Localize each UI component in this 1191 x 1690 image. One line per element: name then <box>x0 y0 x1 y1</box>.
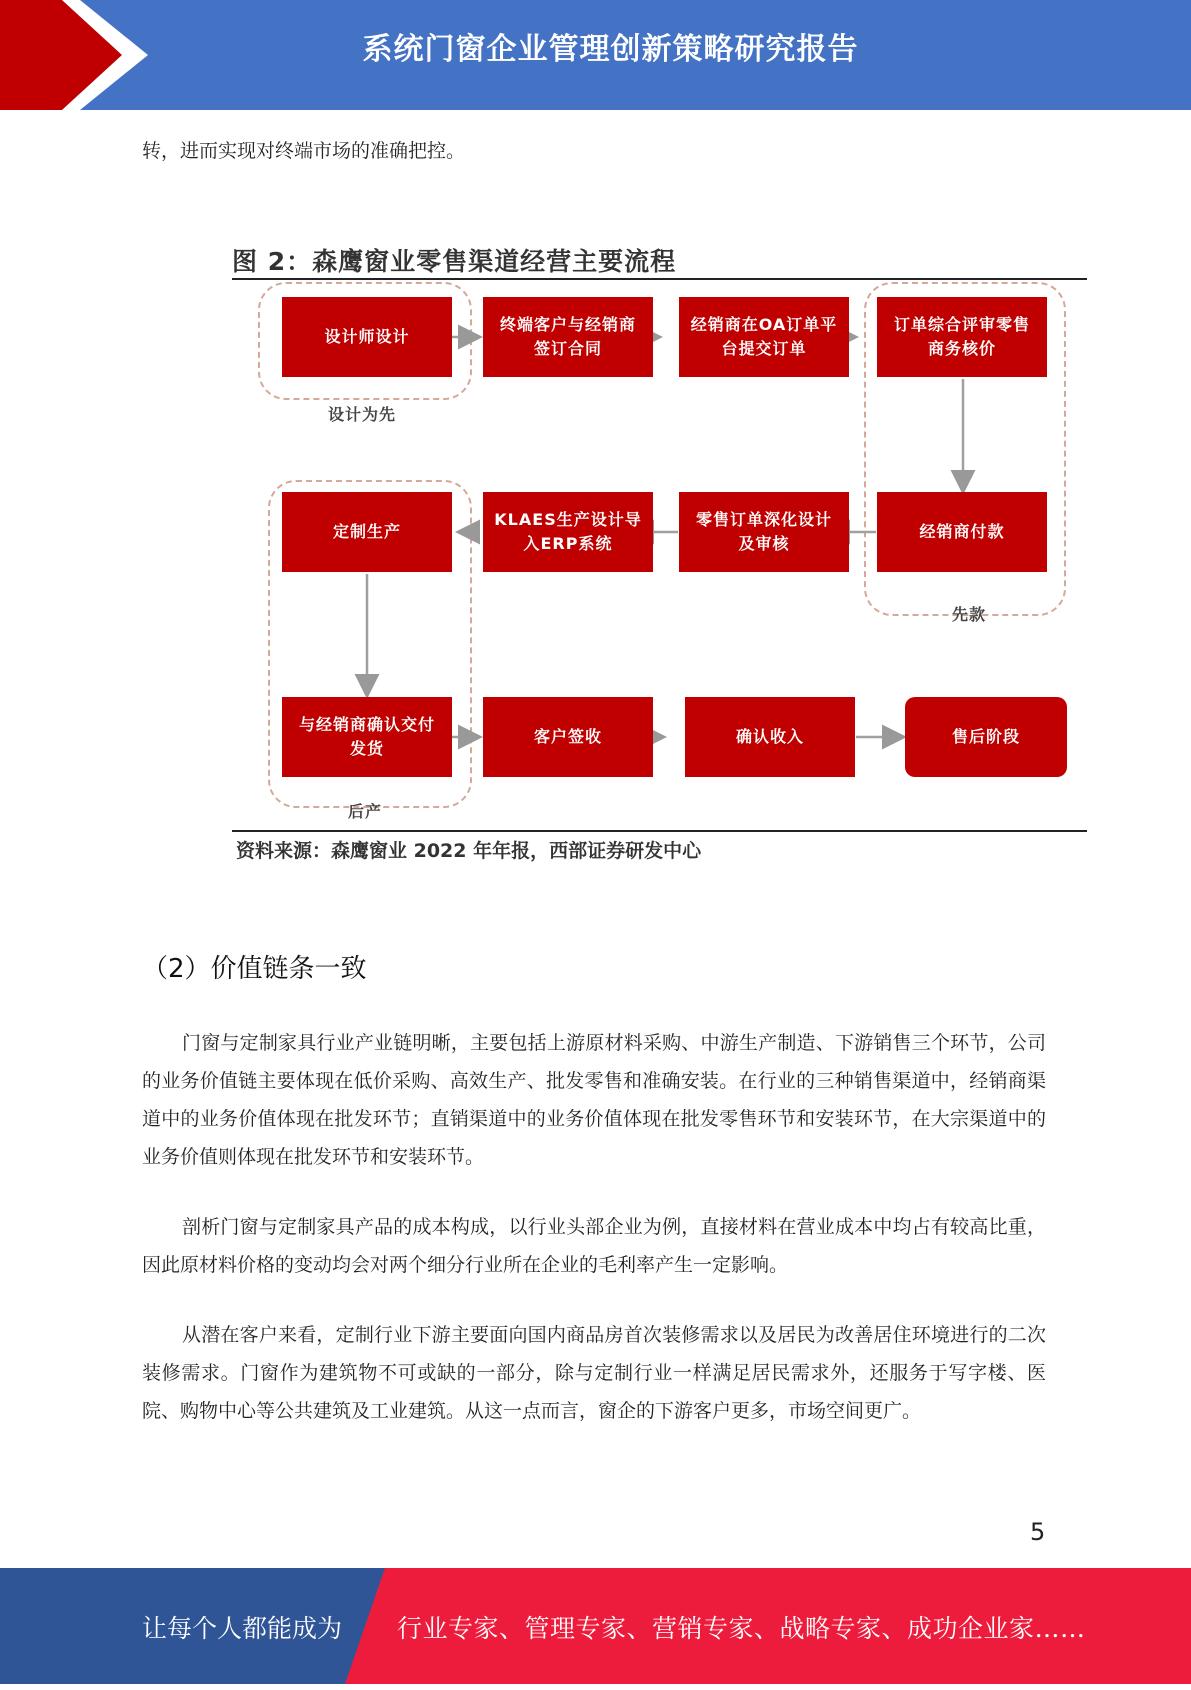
page-number: 5 <box>1030 1518 1046 1546</box>
step-confirm-revenue: 确认收入 <box>685 697 855 777</box>
step-designer-design: 设计师设计 <box>282 297 452 377</box>
step-after-sales: 售后阶段 <box>905 697 1067 777</box>
intro-text: 转，进而实现对终端市场的准确把控。 <box>142 140 466 162</box>
intro-paragraph <box>142 132 1046 170</box>
section-heading: （2）价值链条一致 <box>142 954 367 984</box>
step-dealer-payment: 经销商付款 <box>877 492 1047 572</box>
step-erp-import: KLAES生产设计导入ERP系统 <box>483 492 653 572</box>
label-design-first: 设计为先 <box>328 405 397 424</box>
paragraph-3-block <box>142 1316 1046 1430</box>
paragraph-1-block <box>142 1024 1046 1176</box>
figure-title: 图 2：森鹰窗业零售渠道经营主要流程 <box>232 247 677 276</box>
step-order-review: 订单综合评审零售商务核价 <box>877 297 1047 377</box>
footer-slogan-right: 行业专家、管理专家、营销专家、战略专家、成功企业家…… <box>397 1614 1086 1643</box>
label-produce-after: 后产 <box>348 802 383 821</box>
step-sign-contract: 终端客户与经销商签订合同 <box>483 297 653 377</box>
paragraph-3: 从潜在客户来看，定制行业下游主要面向国内商品房首次装修需求以及居民为改善居住环境进行的二次装修需求。门窗作为建筑物不可或缺的一部分，除与定制行业一样满足居民需求外，还服务于写字楼、医院、购物中心等公共建筑及工业建筑。从这一点而言，窗企的下游客户更多，市场空间更广。 <box>142 1324 1046 1422</box>
paragraph-1: 门窗与定制家具行业产业链明晰，主要包括上游原材料采购、中游生产制造、下游销售三个环节，公司的业务价值链主要体现在低价采购、高效生产、批发零售和准确安装。在行业的三种销售渠道中，经销商渠道中的业务价值体现在批发环节；直销渠道中的业务价值体现在批发零售环节和安装环节，在大宗渠道中的业务价值则体现在批发环节和安装环节。 <box>142 1032 1046 1168</box>
step-custom-production: 定制生产 <box>282 492 452 572</box>
step-submit-order: 经销商在OA订单平台提交订单 <box>679 297 849 377</box>
step-confirm-delivery: 与经销商确认交付发货 <box>282 697 452 777</box>
step-customer-sign: 客户签收 <box>483 697 653 777</box>
document-title: 系统门窗企业管理创新策略研究报告 <box>362 32 859 67</box>
figure-source: 资料来源：森鹰窗业 2022 年年报，西部证券研发中心 <box>236 840 702 862</box>
figure-bottom-rule <box>232 830 1087 832</box>
footer-slogan-left: 让每个人都能成为 <box>142 1614 343 1643</box>
label-pay-first: 先款 <box>952 605 987 624</box>
paragraph-2: 剖析门窗与定制家具产品的成本构成，以行业头部企业为例，直接材料在营业成本中均占有较高比重，因此原材料价格的变动均会对两个细分行业所在企业的毛利率产生一定影响。 <box>142 1216 1046 1276</box>
page-footer <box>0 1568 1191 1684</box>
paragraph-2-block <box>142 1208 1046 1284</box>
process-flow-figure <box>180 222 1092 872</box>
page-header <box>0 0 1191 110</box>
step-deepen-design: 零售订单深化设计及审核 <box>679 492 849 572</box>
